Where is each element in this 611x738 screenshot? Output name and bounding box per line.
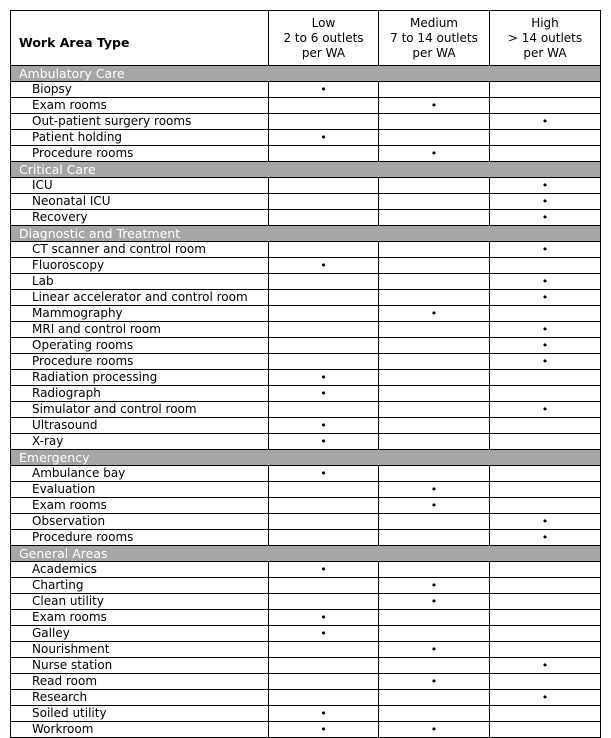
bullet-mark: • xyxy=(430,579,438,592)
low-cell xyxy=(269,690,379,706)
high-cell xyxy=(490,386,601,402)
bullet-mark: • xyxy=(320,723,327,736)
header-medium xyxy=(379,11,490,66)
high-cell xyxy=(490,242,601,258)
category-row xyxy=(11,546,601,562)
header-medium-line2: 7 to 14 outlets xyxy=(390,30,478,45)
low-cell xyxy=(269,290,379,306)
low-cell xyxy=(269,498,379,514)
low-cell xyxy=(269,706,379,722)
category-label: Diagnostic and Treatment xyxy=(11,226,601,242)
work-area-name: Biopsy xyxy=(11,82,269,98)
category-row xyxy=(11,226,601,242)
high-cell xyxy=(490,482,601,498)
medium-cell xyxy=(379,642,490,658)
table-row xyxy=(11,578,601,594)
work-area-name: Exam rooms xyxy=(11,98,269,114)
high-cell xyxy=(490,690,601,706)
work-area-name: Nurse station xyxy=(11,658,269,674)
medium-cell xyxy=(379,690,490,706)
bullet-mark: • xyxy=(320,707,327,720)
bullet-mark: • xyxy=(541,211,549,224)
low-cell xyxy=(269,178,379,194)
work-area-name: Observation xyxy=(11,514,269,530)
low-cell xyxy=(269,370,379,386)
high-cell xyxy=(490,418,601,434)
high-cell xyxy=(490,466,601,482)
low-cell xyxy=(269,578,379,594)
bullet-mark: • xyxy=(320,131,327,144)
low-cell xyxy=(269,354,379,370)
high-cell xyxy=(490,322,601,338)
low-cell xyxy=(269,338,379,354)
header-low-line2: 2 to 6 outlets xyxy=(283,30,364,45)
bullet-mark: • xyxy=(430,483,438,496)
work-area-name: Procedure rooms xyxy=(11,146,269,162)
table-row xyxy=(11,466,601,482)
low-cell xyxy=(269,434,379,450)
bullet-mark: • xyxy=(541,291,549,304)
table-body xyxy=(11,66,601,738)
work-area-name: Simulator and control room xyxy=(11,402,269,418)
work-area-name: Ambulance bay xyxy=(11,466,269,482)
high-cell xyxy=(490,402,601,418)
table-row xyxy=(11,594,601,610)
table-row xyxy=(11,338,601,354)
high-cell xyxy=(490,706,601,722)
medium-cell xyxy=(379,130,490,146)
work-area-name: ICU xyxy=(11,178,269,194)
work-area-name: Ultrasound xyxy=(11,418,269,434)
bullet-mark: • xyxy=(430,499,438,512)
low-cell xyxy=(269,386,379,402)
bullet-mark: • xyxy=(541,115,549,128)
bullet-mark: • xyxy=(430,147,438,160)
low-cell xyxy=(269,146,379,162)
table-row xyxy=(11,322,601,338)
high-cell xyxy=(490,178,601,194)
work-area-name: Out-patient surgery rooms xyxy=(11,114,269,130)
work-area-name: Evaluation xyxy=(11,482,269,498)
work-area-name: Linear accelerator and control room xyxy=(11,290,269,306)
high-cell xyxy=(490,722,601,738)
header-high-line2: > 14 outlets xyxy=(507,30,583,45)
category-label: Ambulatory Care xyxy=(11,66,601,82)
medium-cell xyxy=(379,386,490,402)
bullet-mark: • xyxy=(541,355,549,368)
work-area-name: MRI and control room xyxy=(11,322,269,338)
table-row xyxy=(11,562,601,578)
medium-cell xyxy=(379,242,490,258)
bullet-mark: • xyxy=(320,419,327,432)
table-row xyxy=(11,194,601,210)
low-cell xyxy=(269,114,379,130)
high-cell xyxy=(490,610,601,626)
table-row xyxy=(11,354,601,370)
category-row xyxy=(11,162,601,178)
medium-cell xyxy=(379,434,490,450)
table-row xyxy=(11,626,601,642)
work-area-name: Mammography xyxy=(11,306,269,322)
bullet-mark: • xyxy=(320,611,327,624)
high-cell xyxy=(490,194,601,210)
low-cell xyxy=(269,722,379,738)
work-area-name: Exam rooms xyxy=(11,498,269,514)
bullet-mark: • xyxy=(541,275,549,288)
medium-cell xyxy=(379,338,490,354)
bullet-mark: • xyxy=(541,339,549,352)
bullet-mark: • xyxy=(541,531,549,544)
low-cell xyxy=(269,242,379,258)
work-area-name: Exam rooms xyxy=(11,610,269,626)
bullet-mark: • xyxy=(320,435,327,448)
bullet-mark: • xyxy=(541,515,549,528)
low-cell xyxy=(269,130,379,146)
category-label: Emergency xyxy=(11,450,601,466)
table-row xyxy=(11,82,601,98)
bullet-mark: • xyxy=(541,323,549,336)
high-cell xyxy=(490,498,601,514)
table-row xyxy=(11,274,601,290)
medium-cell xyxy=(379,722,490,738)
medium-cell xyxy=(379,258,490,274)
table-row xyxy=(11,258,601,274)
high-cell xyxy=(490,626,601,642)
medium-cell xyxy=(379,482,490,498)
medium-cell xyxy=(379,274,490,290)
header-work-area-type: Work Area Type xyxy=(11,11,269,66)
bullet-mark: • xyxy=(430,723,438,736)
work-area-name: Procedure rooms xyxy=(11,530,269,546)
bullet-mark: • xyxy=(541,243,549,256)
work-area-name: CT scanner and control room xyxy=(11,242,269,258)
low-cell xyxy=(269,210,379,226)
work-area-name: Charting xyxy=(11,578,269,594)
medium-cell xyxy=(379,658,490,674)
work-area-name: Read room xyxy=(11,674,269,690)
work-area-name: Academics xyxy=(11,562,269,578)
high-cell xyxy=(490,146,601,162)
table-row xyxy=(11,402,601,418)
header-medium-line1: Medium xyxy=(410,15,458,30)
low-cell xyxy=(269,418,379,434)
low-cell xyxy=(269,482,379,498)
medium-cell xyxy=(379,594,490,610)
high-cell xyxy=(490,98,601,114)
low-cell xyxy=(269,402,379,418)
table-row xyxy=(11,530,601,546)
bullet-mark: • xyxy=(320,467,327,480)
header-low-line3: per WA xyxy=(301,45,346,60)
high-cell xyxy=(490,338,601,354)
work-area-name: Neonatal ICU xyxy=(11,194,269,210)
high-cell xyxy=(490,674,601,690)
bullet-mark: • xyxy=(320,387,327,400)
low-cell xyxy=(269,562,379,578)
low-cell xyxy=(269,658,379,674)
bullet-mark: • xyxy=(430,307,438,320)
bullet-mark: • xyxy=(541,659,549,672)
low-cell xyxy=(269,674,379,690)
bullet-mark: • xyxy=(320,563,327,576)
work-area-name: Workroom xyxy=(11,722,269,738)
high-cell xyxy=(490,578,601,594)
medium-cell xyxy=(379,114,490,130)
medium-cell xyxy=(379,146,490,162)
high-cell xyxy=(490,434,601,450)
work-area-name: Operating rooms xyxy=(11,338,269,354)
table-row xyxy=(11,130,601,146)
table-row xyxy=(11,178,601,194)
table-row xyxy=(11,418,601,434)
category-row xyxy=(11,450,601,466)
header-high xyxy=(490,11,601,66)
bullet-mark: • xyxy=(541,403,549,416)
table-row xyxy=(11,722,601,738)
work-area-name: Lab xyxy=(11,274,269,290)
medium-cell xyxy=(379,626,490,642)
work-area-name: Radiation processing xyxy=(11,370,269,386)
medium-cell xyxy=(379,354,490,370)
medium-cell xyxy=(379,306,490,322)
bullet-mark: • xyxy=(541,179,549,192)
work-area-name: Radiograph xyxy=(11,386,269,402)
work-area-name: X-ray xyxy=(11,434,269,450)
high-cell xyxy=(490,354,601,370)
work-area-name: Soiled utility xyxy=(11,706,269,722)
table-row xyxy=(11,658,601,674)
table-row xyxy=(11,482,601,498)
medium-cell xyxy=(379,418,490,434)
outlet-density-table xyxy=(10,10,601,738)
table-row xyxy=(11,690,601,706)
table-row xyxy=(11,370,601,386)
table-row xyxy=(11,210,601,226)
medium-cell xyxy=(379,578,490,594)
medium-cell xyxy=(379,82,490,98)
high-cell xyxy=(490,274,601,290)
low-cell xyxy=(269,258,379,274)
medium-cell xyxy=(379,210,490,226)
low-cell xyxy=(269,594,379,610)
high-cell xyxy=(490,130,601,146)
header-high-line3: per WA xyxy=(523,45,567,60)
medium-cell xyxy=(379,610,490,626)
high-cell xyxy=(490,210,601,226)
high-cell xyxy=(490,82,601,98)
medium-cell xyxy=(379,322,490,338)
high-cell xyxy=(490,642,601,658)
medium-cell xyxy=(379,674,490,690)
high-cell xyxy=(490,658,601,674)
high-cell xyxy=(490,258,601,274)
medium-cell xyxy=(379,562,490,578)
high-cell xyxy=(490,562,601,578)
bullet-mark: • xyxy=(541,195,549,208)
medium-cell xyxy=(379,706,490,722)
low-cell xyxy=(269,626,379,642)
medium-cell xyxy=(379,498,490,514)
work-area-name: Recovery xyxy=(11,210,269,226)
table-row xyxy=(11,642,601,658)
medium-cell xyxy=(379,178,490,194)
table-row xyxy=(11,610,601,626)
high-cell xyxy=(490,306,601,322)
medium-cell xyxy=(379,370,490,386)
header-low xyxy=(269,11,379,66)
header-low-line1: Low xyxy=(311,15,336,30)
low-cell xyxy=(269,194,379,210)
low-cell xyxy=(269,274,379,290)
table-row xyxy=(11,706,601,722)
medium-cell xyxy=(379,514,490,530)
bullet-mark: • xyxy=(430,675,438,688)
table-row xyxy=(11,98,601,114)
header-row xyxy=(11,11,601,66)
medium-cell xyxy=(379,466,490,482)
header-medium-line3: per WA xyxy=(412,45,456,60)
table-row xyxy=(11,290,601,306)
work-area-name: Clean utility xyxy=(11,594,269,610)
low-cell xyxy=(269,306,379,322)
medium-cell xyxy=(379,402,490,418)
high-cell xyxy=(490,514,601,530)
category-label: General Areas xyxy=(11,546,601,562)
low-cell xyxy=(269,466,379,482)
low-cell xyxy=(269,98,379,114)
bullet-mark: • xyxy=(430,595,438,608)
low-cell xyxy=(269,82,379,98)
work-area-name: Fluoroscopy xyxy=(11,258,269,274)
bullet-mark: • xyxy=(320,259,327,272)
bullet-mark: • xyxy=(430,643,438,656)
table-row xyxy=(11,306,601,322)
high-cell xyxy=(490,370,601,386)
low-cell xyxy=(269,530,379,546)
table-row xyxy=(11,146,601,162)
category-label: Critical Care xyxy=(11,162,601,178)
bullet-mark: • xyxy=(320,83,327,96)
category-row xyxy=(11,66,601,82)
header-high-line1: High xyxy=(531,15,559,30)
table-row xyxy=(11,242,601,258)
low-cell xyxy=(269,514,379,530)
table-row xyxy=(11,434,601,450)
medium-cell xyxy=(379,530,490,546)
high-cell xyxy=(490,594,601,610)
high-cell xyxy=(490,530,601,546)
work-area-name: Nourishment xyxy=(11,642,269,658)
high-cell xyxy=(490,290,601,306)
work-area-name: Patient holding xyxy=(11,130,269,146)
low-cell xyxy=(269,610,379,626)
table-row xyxy=(11,498,601,514)
work-area-name: Research xyxy=(11,690,269,706)
table-row xyxy=(11,514,601,530)
table-row xyxy=(11,674,601,690)
bullet-mark: • xyxy=(320,371,327,384)
work-area-name: Procedure rooms xyxy=(11,354,269,370)
medium-cell xyxy=(379,194,490,210)
bullet-mark: • xyxy=(430,99,438,112)
table-row xyxy=(11,114,601,130)
medium-cell xyxy=(379,98,490,114)
low-cell xyxy=(269,322,379,338)
high-cell xyxy=(490,114,601,130)
low-cell xyxy=(269,642,379,658)
bullet-mark: • xyxy=(320,627,327,640)
medium-cell xyxy=(379,290,490,306)
bullet-mark: • xyxy=(541,691,549,704)
work-area-name: Galley xyxy=(11,626,269,642)
table-row xyxy=(11,386,601,402)
